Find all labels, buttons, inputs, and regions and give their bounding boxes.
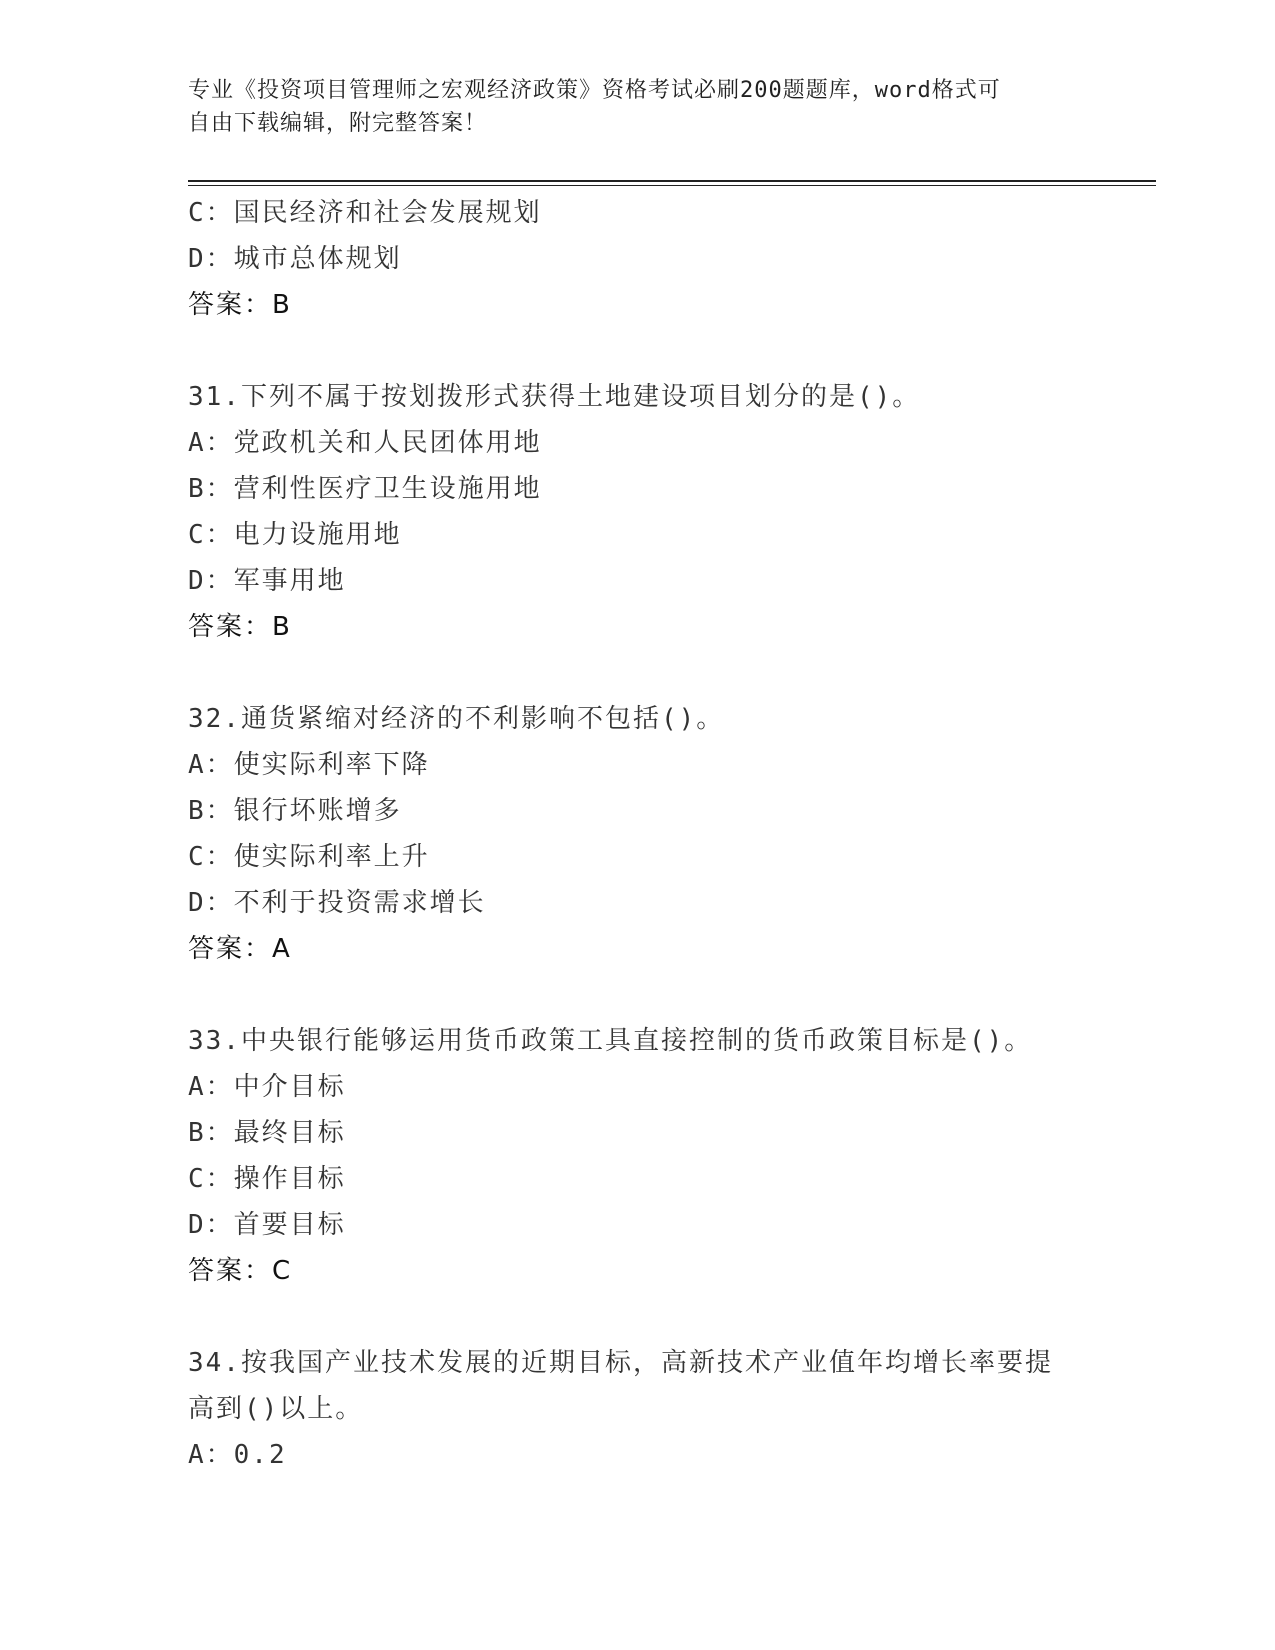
option-c: C：国民经济和社会发展规划 bbox=[188, 198, 542, 228]
option-b: B：最终目标 bbox=[188, 1118, 346, 1148]
question-33 bbox=[188, 1018, 1088, 1294]
option-c: C：使实际利率上升 bbox=[188, 842, 430, 872]
option-a: A：党政机关和人民团体用地 bbox=[188, 428, 542, 458]
option-d: D：首要目标 bbox=[188, 1210, 346, 1240]
question-text: 32.通货紧缩对经济的不利影响不包括()。 bbox=[188, 704, 725, 734]
question-31 bbox=[188, 374, 1088, 650]
question-34 bbox=[188, 1340, 1088, 1478]
answer-line: 答案：A bbox=[188, 934, 292, 964]
option-a: A：0.2 bbox=[188, 1440, 287, 1470]
header-rule-thin bbox=[188, 185, 1156, 186]
spacer bbox=[188, 972, 1088, 1018]
question-text-line-1: 34.按我国产业技术发展的近期目标，高新技术产业值年均增长率要提 bbox=[188, 1348, 1053, 1378]
option-a: A：中介目标 bbox=[188, 1072, 346, 1102]
option-d: D：不利于投资需求增长 bbox=[188, 888, 486, 918]
question-text: 31.下列不属于按划拨形式获得土地建设项目划分的是()。 bbox=[188, 382, 921, 412]
question-32 bbox=[188, 696, 1088, 972]
option-d: D：城市总体规划 bbox=[188, 244, 402, 274]
previous-question-tail bbox=[188, 190, 1088, 328]
option-b: B：营利性医疗卫生设施用地 bbox=[188, 474, 542, 504]
header-rule-thick bbox=[188, 180, 1156, 182]
header-line-2: 自由下载编辑，附完整答案！ bbox=[188, 111, 488, 136]
spacer bbox=[188, 650, 1088, 696]
question-text: 33.中央银行能够运用货币政策工具直接控制的货币政策目标是()。 bbox=[188, 1026, 1033, 1056]
answer-line: 答案：B bbox=[188, 612, 292, 642]
spacer bbox=[188, 328, 1088, 374]
header-line-1: 专业《投资项目管理师之宏观经济政策》资格考试必刷200题题库，word格式可 bbox=[188, 78, 1001, 103]
answer-line: 答案：B bbox=[188, 290, 292, 320]
option-d: D：军事用地 bbox=[188, 566, 346, 596]
option-b: B：银行坏账增多 bbox=[188, 796, 402, 826]
option-c: C：电力设施用地 bbox=[188, 520, 402, 550]
spacer bbox=[188, 1294, 1088, 1340]
document-header bbox=[188, 74, 1068, 140]
question-text-line-2: 高到()以上。 bbox=[188, 1394, 364, 1424]
answer-line: 答案：C bbox=[188, 1256, 293, 1286]
question-list bbox=[188, 190, 1088, 1478]
option-a: A：使实际利率下降 bbox=[188, 750, 430, 780]
option-c: C：操作目标 bbox=[188, 1164, 346, 1194]
